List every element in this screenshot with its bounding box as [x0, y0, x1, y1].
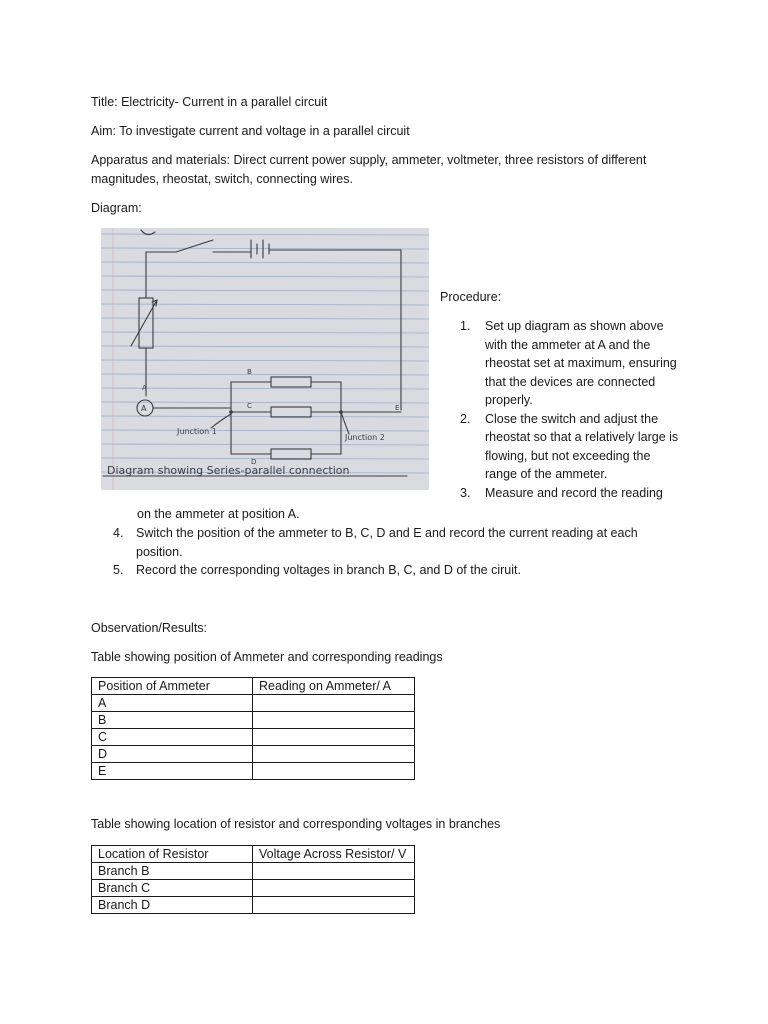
- table-row: [92, 897, 415, 914]
- position-d-label: D: [251, 458, 257, 466]
- circuit-diagram-photo: [101, 228, 429, 490]
- table-row: [92, 746, 415, 763]
- table-cell: E: [92, 763, 253, 780]
- voltage-readings-table: [91, 845, 415, 914]
- position-e-label: E: [395, 404, 400, 412]
- aim-text: Aim: To investigate current and voltage in a parallel circuit: [91, 124, 410, 138]
- table-cell: B: [92, 712, 253, 729]
- table1-caption: Table showing position of Ammeter and corresponding readings: [91, 650, 443, 664]
- step-number: 4.: [113, 526, 124, 540]
- apparatus-text: Apparatus and materials: Direct current power supply, ammeter, voltmeter, three resistors of different magnitudes, rheostat, switch, connecting wires.: [91, 153, 647, 186]
- table-row: [92, 863, 415, 880]
- position-b-label: B: [247, 368, 252, 376]
- junction-2-label: Junction 2: [345, 433, 385, 442]
- table-cell: C: [92, 729, 253, 746]
- procedure-step-3: [460, 484, 680, 503]
- procedure-step-3-continued: on the ammeter at position A.: [137, 507, 300, 521]
- diagram-caption: Diagram showing Series-parallel connection: [107, 464, 350, 477]
- step-text: Set up diagram as shown above with the ammeter at A and the rheostat set at maximum, ensuring that the devices are connected properly.: [485, 319, 677, 407]
- step-text: Close the switch and adjust the rheostat so that a relatively large is flowing, but not exceeding the range of the ammeter.: [485, 411, 679, 481]
- table-cell: [253, 746, 415, 763]
- table-cell: Branch B: [92, 863, 253, 880]
- step-text: Switch the position of the ammeter to B, C, D and E and record the current reading at each position.: [136, 526, 638, 559]
- table-header-cell: Position of Ammeter: [92, 678, 253, 695]
- results-heading: Observation/Results:: [91, 621, 208, 635]
- table-row: [92, 763, 415, 780]
- procedure-step-1: [460, 317, 680, 410]
- table-header-row: [92, 846, 415, 863]
- table-row: [92, 712, 415, 729]
- step-text: Measure and record the reading: [485, 485, 663, 500]
- procedure-heading: Procedure:: [440, 290, 502, 304]
- step-text: Record the corresponding voltages in branch B, C, and D of the ciruit.: [136, 563, 521, 577]
- table-cell: Branch D: [92, 897, 253, 914]
- table-cell: [253, 729, 415, 746]
- diagram-heading: Diagram:: [91, 201, 142, 215]
- table-cell: [253, 695, 415, 712]
- table-header-row: [92, 678, 415, 695]
- ammeter-symbol-label: A: [141, 404, 147, 413]
- table-header-cell: Reading on Ammeter/ A: [253, 678, 415, 695]
- table-cell: [253, 880, 415, 897]
- table2-caption: Table showing location of resistor and corresponding voltages in branches: [91, 817, 501, 831]
- document-title: Title: Electricity- Current in a parallel circuit: [91, 95, 328, 109]
- table-cell: D: [92, 746, 253, 763]
- table-row: [92, 880, 415, 897]
- table-row: [92, 729, 415, 746]
- table-cell: [253, 897, 415, 914]
- table-cell: Branch C: [92, 880, 253, 897]
- table-header-cell: Location of Resistor: [92, 846, 253, 863]
- table-cell: [253, 712, 415, 729]
- position-a-label: A: [142, 384, 147, 392]
- table-header-cell: Voltage Across Resistor/ V: [253, 846, 415, 863]
- step-number: 5.: [113, 563, 124, 577]
- table-cell: [253, 863, 415, 880]
- table-cell: [253, 763, 415, 780]
- table-cell: A: [92, 695, 253, 712]
- step-number: 3.: [460, 485, 471, 500]
- position-c-label: C: [247, 402, 252, 410]
- procedure-step-4: [113, 524, 653, 561]
- junction-1-label: Junction 1: [177, 427, 217, 436]
- ammeter-readings-table: [91, 677, 415, 780]
- step-number: 2.: [460, 411, 471, 426]
- procedure-step-2: [460, 410, 680, 484]
- step-number: 1.: [460, 319, 471, 333]
- table-row: [92, 695, 415, 712]
- procedure-list-continued: [113, 524, 653, 580]
- procedure-step-5: [113, 561, 653, 580]
- procedure-list: [460, 317, 680, 502]
